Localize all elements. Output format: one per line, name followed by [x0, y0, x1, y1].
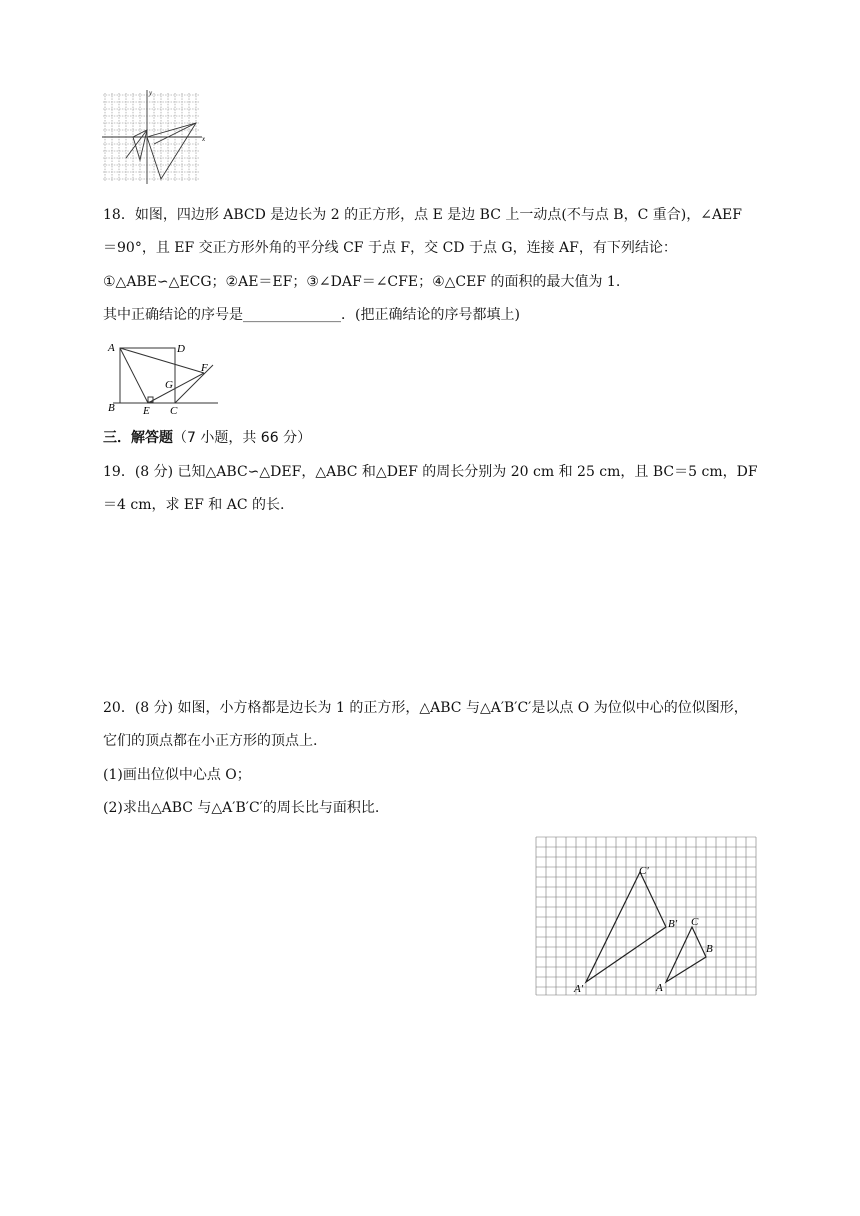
q19-line-2: ＝4 cm，求 EF 和 AC 的长.: [103, 497, 285, 513]
section-note: （7 小题，共 66 分）: [173, 430, 312, 446]
label-A-prime: A′: [574, 983, 584, 995]
q18-label-A: A: [108, 342, 115, 354]
label-C-prime: C′: [639, 865, 649, 877]
q18-label-G: G: [165, 379, 173, 391]
q18-square-figure: [103, 338, 223, 418]
x-axis-label: x: [202, 135, 206, 143]
q18-label-B: B: [108, 402, 115, 414]
y-axis-label: y: [149, 89, 153, 97]
q20-grid-figure: [535, 836, 757, 996]
coordinate-grid-figure: [100, 88, 206, 188]
q19-line-1: 19．(8 分) 已知△ABC∽△DEF，△ABC 和△DEF 的周长分别为 20 cm 和 25 cm，且 BC＝5 cm，DF: [103, 464, 758, 480]
q20-line-4: (2)求出△ABC 与△A′B′C′的周长比与面积比.: [103, 800, 380, 816]
label-C: C: [691, 916, 699, 928]
section-heading: [103, 428, 311, 448]
q18-line-2: ＝90°，且 EF 交正方形外角的平分线 CF 于点 F，交 CD 于点 G，连接 AF，有下列结论：: [103, 240, 677, 256]
q20-line-2: 它们的顶点都在小正方形的顶点上.: [103, 733, 318, 749]
q18-label-C: C: [170, 405, 178, 417]
q20-line-1: 20．(8 分) 如图，小方格都是边长为 1 的正方形，△ABC 与△A′B′C′是以点 O 为位似中心的位似图形，: [103, 700, 748, 716]
q20-line-3: (1)画出位似中心点 O；: [103, 767, 251, 783]
label-B: B: [706, 943, 713, 955]
label-B-prime: B′: [668, 918, 678, 930]
q18-label-E: E: [143, 405, 150, 417]
q18-label-D: D: [177, 343, 185, 355]
section-title: 三．解答题: [103, 430, 173, 446]
label-A: A: [656, 982, 663, 994]
q18-line-4: 其中正确结论的序号是______________．(把正确结论的序号都填上): [103, 307, 520, 323]
q18-line-3: ①△ABE∽△ECG；②AE＝EF；③∠DAF＝∠CFE；④△CEF 的面积的最大值为 1.: [103, 274, 621, 290]
q18-label-F: F: [201, 362, 208, 374]
q18-line-1: 18．如图，四边形 ABCD 是边长为 2 的正方形，点 E 是边 BC 上一动点(不与点 B，C 重合)，∠AEF: [103, 207, 742, 223]
